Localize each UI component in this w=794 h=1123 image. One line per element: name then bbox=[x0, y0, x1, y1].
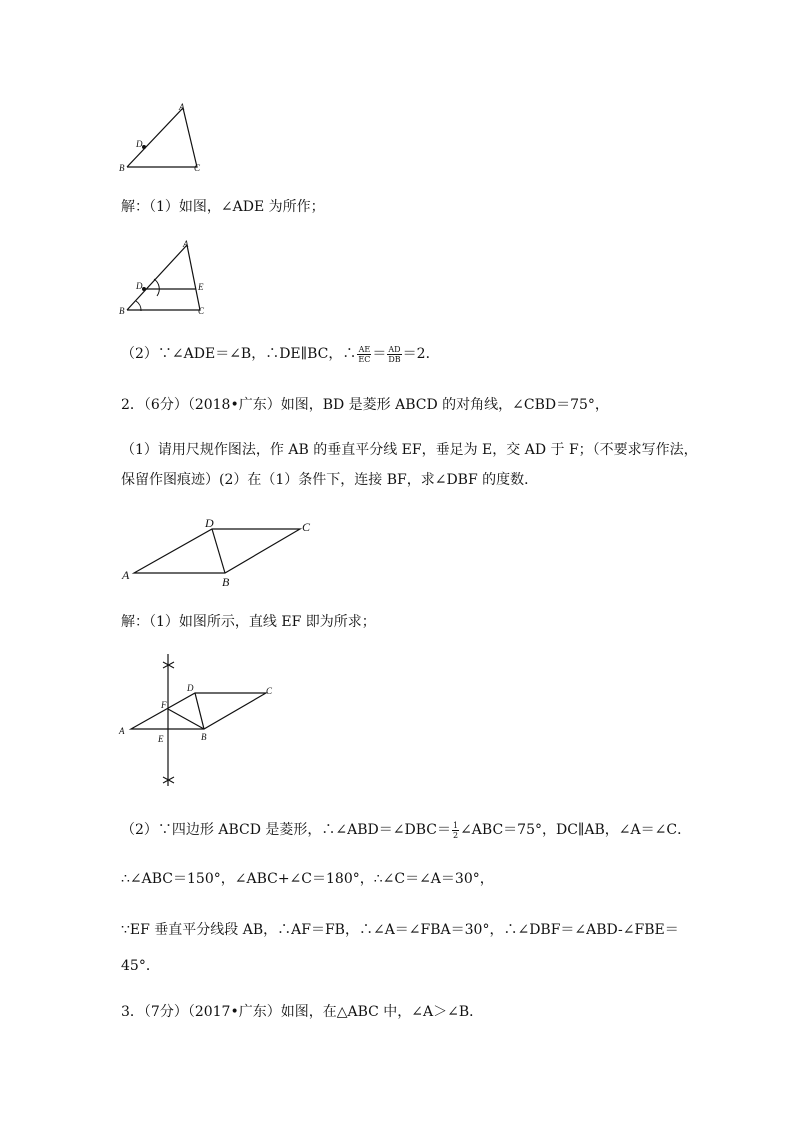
vertex-label-a: A bbox=[122, 568, 130, 582]
solution-2-part-2-suffix: ∠ABC＝75°，DC∥AB，∠A＝∠C． bbox=[460, 822, 692, 838]
solution-2-part-2 bbox=[121, 820, 691, 840]
solution-1-part-2: （2）∵∠ADE＝∠B，∴DE∥BC，∴ $\frac{AE}{EC}$ ＝ $\frac{AD}{DB}$ ＝2． bbox=[121, 344, 440, 364]
vertex-label-c: C bbox=[302, 520, 311, 534]
question-2-line-1: 2．（6分）（2018•广东）如图，BD 是菱形 ABCD 的对角线，∠CBD＝75°， bbox=[121, 397, 609, 413]
fraction-ad-db bbox=[387, 345, 401, 364]
triangle-ade-construction-figure bbox=[110, 235, 220, 319]
point-label-d: D bbox=[136, 139, 143, 149]
point-label-e: E bbox=[198, 282, 204, 292]
point-label-e: E bbox=[158, 734, 164, 744]
solution-1-part-2-prefix: （2）∵∠ADE＝∠B，∴DE∥BC，∴ bbox=[121, 346, 357, 362]
solution-2-part-2-prefix: （2）∵四边形 ABCD 是菱形，∴∠ABD＝∠DBC＝ bbox=[121, 822, 451, 838]
solution-2-line-3: ∴∠ABC＝150°，∠ABC+∠C＝180°，∴∠C＝∠A＝30°， bbox=[121, 871, 494, 887]
vertex-label-d: D bbox=[205, 516, 214, 530]
fraction-one-half bbox=[452, 821, 459, 840]
solution-2-part-1: 解：（1）如图所示，直线 EF 即为所求； bbox=[121, 614, 376, 630]
vertex-label-a: A bbox=[179, 102, 185, 112]
point-label-f: F bbox=[161, 700, 167, 710]
fraction-denominator: DB bbox=[388, 354, 401, 364]
point-label-d: D bbox=[136, 281, 143, 291]
fraction-denominator: 2 bbox=[452, 830, 459, 840]
vertex-label-b: B bbox=[119, 163, 125, 173]
fraction-ae-ec bbox=[357, 345, 371, 364]
vertex-label-b: B bbox=[201, 732, 207, 742]
vertex-label-d: D bbox=[187, 683, 194, 693]
solution-2-line-4: ∵EF 垂直平分线段 AB，∴AF＝FB，∴∠A＝∠FBA＝30°，∴∠DBF＝∠ABD-∠FBE＝ bbox=[121, 922, 679, 938]
solution-1-part-1: 解：（1）如图，∠ADE 为所作； bbox=[121, 199, 325, 215]
vertex-label-b: B bbox=[222, 575, 230, 589]
triangle-abc-figure bbox=[110, 96, 220, 178]
fraction-numerator: AE bbox=[358, 344, 371, 354]
fraction-numerator: 1 bbox=[452, 820, 459, 830]
vertex-label-c: C bbox=[194, 163, 201, 173]
rhombus-abcd-figure bbox=[110, 512, 330, 592]
fraction-numerator: AD bbox=[388, 344, 401, 354]
vertex-label-b: B bbox=[119, 306, 125, 316]
question-2-line-3: 保留作图痕迹）(2）在（1）条件下，连接 BF，求∠DBF 的度数． bbox=[121, 472, 539, 488]
vertex-label-a: A bbox=[119, 726, 125, 736]
question-3-line-1: 3．（7分）（2017•广东）如图，在△ABC 中，∠A＞∠B． bbox=[121, 1004, 484, 1020]
question-2-line-2: （1）请用尺规作图法，作 AB 的垂直平分线 EF，垂足为 E，交 AD 于 F；（不要求写作法， bbox=[121, 442, 698, 458]
solution-1-part-2-suffix: ＝2． bbox=[402, 346, 440, 362]
vertex-label-c: C bbox=[198, 306, 205, 316]
vertex-label-c: C bbox=[266, 686, 273, 696]
rhombus-perpendicular-bisector-figure bbox=[110, 648, 280, 793]
fraction-denominator: EC bbox=[358, 354, 371, 364]
vertex-label-a: A bbox=[183, 239, 189, 249]
solution-2-line-5: 45°． bbox=[121, 958, 160, 974]
